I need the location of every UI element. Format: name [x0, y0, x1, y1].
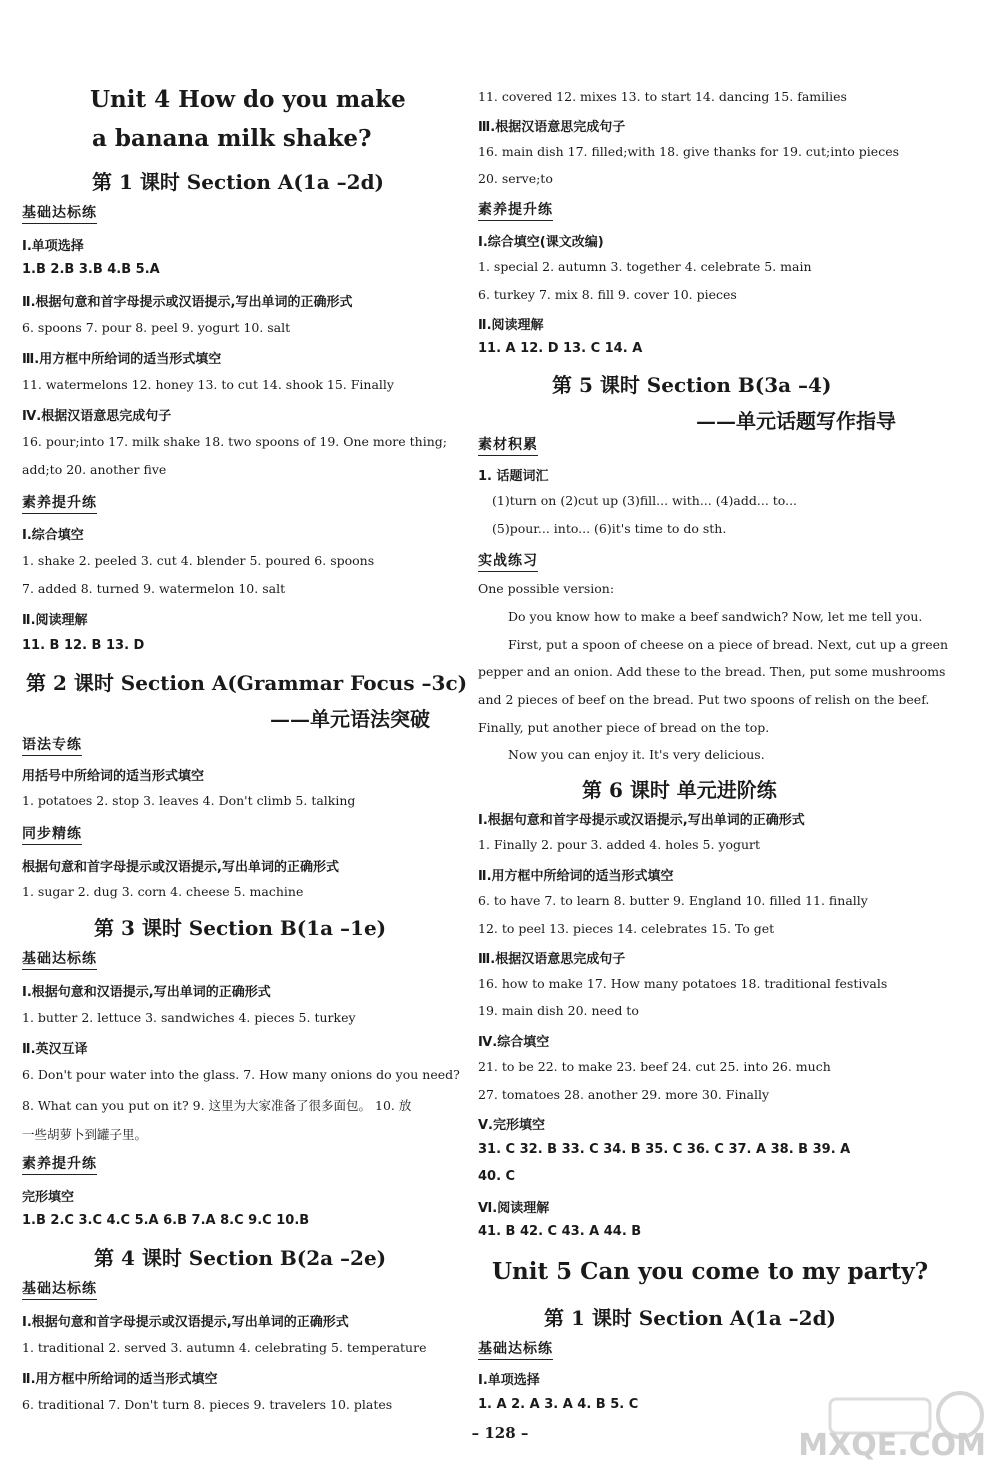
l6-q4-title: Ⅳ.综合填空: [478, 1035, 550, 1050]
l3-q2-answers-2: 8. What can you put on it? 9. 这里为大家准备了很多面包。 10. 放: [22, 1098, 412, 1113]
l5-essay-line-5: Finally, put another piece of bread on the top.: [478, 720, 770, 735]
l5-essay-line-6: Now you can enjoy it. It's very delicious.: [508, 747, 765, 762]
l3-q2-answers-1: 6. Don't pour water into the glass. 7. How many onions do you need?: [22, 1067, 460, 1082]
l5-topic-title: 1. 话题词汇: [478, 469, 549, 484]
l6-q5-title: Ⅴ.完形填空: [478, 1118, 545, 1133]
r-l4-answers-cont: 11. covered 12. mixes 13. to start 14. dancing 15. families: [478, 89, 847, 104]
unit4-title-line1: Unit 4 How do you make: [90, 86, 406, 113]
r-l4-improve-tag: 素养提升练: [478, 199, 553, 221]
r-l4-q3-answers-2: 20. serve;to: [478, 171, 553, 186]
lesson6-title: 第 6 课时 单元进阶练: [582, 778, 777, 802]
l6-q6-title: Ⅵ.阅读理解: [478, 1201, 550, 1216]
l1-q4-title: Ⅳ.根据汉语意思完成句子: [22, 409, 172, 424]
r-l4-q4-title: Ⅰ.综合填空(课文改编): [478, 235, 604, 250]
l3-q2-answers-3: 一些胡萝卜到罐子里。: [22, 1127, 148, 1142]
r-l4-q5-title: Ⅱ.阅读理解: [478, 318, 544, 333]
l5-practice-tag: 实战练习: [478, 550, 538, 572]
l6-q1-answers: 1. Finally 2. pour 3. added 4. holes 5. yogurt: [478, 837, 761, 852]
lesson4-title: 第 4 课时 Section B(2a –2e): [94, 1246, 387, 1270]
l1-q3-title: Ⅲ.用方框中所给词的适当形式填空: [22, 352, 222, 367]
l2-grammar-title: 用括号中所给词的适当形式填空: [22, 769, 205, 784]
u5-lesson1-title: 第 1 课时 Section A(1a –2d): [544, 1306, 837, 1330]
l6-q2-answers-2: 12. to peel 13. pieces 14. celebrates 15. To get: [478, 921, 775, 936]
lesson3-title: 第 3 课时 Section B(1a –1e): [94, 916, 387, 940]
l4-q1-answers: 1. traditional 2. served 3. autumn 4. celebrating 5. temperature: [22, 1340, 427, 1355]
l2-sync-answers: 1. sugar 2. dug 3. corn 4. cheese 5. machine: [22, 884, 304, 899]
u5-basic-tag: 基础达标练: [478, 1338, 553, 1360]
l6-q4-answers-2: 27. tomatoes 28. another 29. more 30. Finally: [478, 1087, 770, 1102]
l6-q2-answers-1: 6. to have 7. to learn 8. butter 9. England 10. filled 11. finally: [478, 893, 868, 908]
l1-q4-answers-1: 16. pour;into 17. milk shake 18. two spoons of 19. One more thing;: [22, 434, 447, 449]
l1-q3-answers: 11. watermelons 12. honey 13. to cut 14. shook 15. Finally: [22, 377, 394, 392]
u5-q1-title: Ⅰ.单项选择: [478, 1373, 540, 1388]
page-number: – 128 –: [471, 1424, 529, 1442]
l6-q5-answers-1: 31. C 32. B 33. C 34. B 35. C 36. C 37. A 38. B 39. A: [478, 1142, 851, 1157]
l6-q3-title: Ⅲ.根据汉语意思完成句子: [478, 952, 626, 967]
l1-q5-answers-1: 1. shake 2. peeled 3. cut 4. blender 5. poured 6. spoons: [22, 553, 375, 568]
l1-q6-answers: 11. B 12. B 13. D: [22, 638, 145, 653]
l5-essay-line-4: and 2 pieces of beef on the bread. Put two spoons of relish on the beef.: [478, 692, 930, 707]
l5-topic-answers-1: (1)turn on (2)cut up (3)fill... with... (4)add... to...: [492, 493, 798, 508]
l1-q5-title: Ⅰ.综合填空: [22, 528, 84, 543]
l3-basic-tag: 基础达标练: [22, 948, 97, 970]
l6-q4-answers-1: 21. to be 22. to make 23. beef 24. cut 25. into 26. much: [478, 1059, 831, 1074]
l4-q2-title: Ⅱ.用方框中所给词的适当形式填空: [22, 1372, 218, 1387]
l5-version-label: One possible version:: [478, 581, 615, 596]
unit4-title-line2: a banana milk shake?: [92, 125, 372, 152]
l4-q1-title: Ⅰ.根据句意和首字母提示或汉语提示,写出单词的正确形式: [22, 1315, 349, 1330]
l3-improve-tag: 素养提升练: [22, 1153, 97, 1175]
lesson1-title: 第 1 课时 Section A(1a –2d): [92, 170, 385, 194]
l3-q2-title: Ⅱ.英汉互译: [22, 1042, 88, 1057]
u5-q1-answers: 1. A 2. A 3. A 4. B 5. C: [478, 1397, 639, 1412]
l6-q3-answers-2: 19. main dish 20. need to: [478, 1003, 639, 1018]
l3-q3-title: 完形填空: [22, 1190, 75, 1205]
l3-q1-answers: 1. butter 2. lettuce 3. sandwiches 4. pieces 5. turkey: [22, 1010, 356, 1025]
l1-q1-answers: 1.B 2.B 3.B 4.B 5.A: [22, 262, 160, 277]
l6-q5-answers-2: 40. C: [478, 1169, 516, 1184]
r-l4-q3-answers-1: 16. main dish 17. filled;with 18. give thanks for 19. cut;into pieces: [478, 144, 900, 159]
l6-q2-title: Ⅱ.用方框中所给词的适当形式填空: [478, 869, 674, 884]
l6-q1-title: Ⅰ.根据句意和首字母提示或汉语提示,写出单词的正确形式: [478, 813, 805, 828]
l1-q4-answers-2: add;to 20. another five: [22, 462, 167, 477]
l2-grammar-tag: 语法专练: [22, 734, 82, 756]
l1-q5-answers-2: 7. added 8. turned 9. watermelon 10. salt: [22, 581, 286, 596]
l4-basic-tag: 基础达标练: [22, 1278, 97, 1300]
lesson2-title: 第 2 课时 Section A(Grammar Focus –3c): [26, 671, 468, 695]
l2-grammar-answers: 1. potatoes 2. stop 3. leaves 4. Don't climb 5. talking: [22, 793, 356, 808]
l1-q1-title: Ⅰ.单项选择: [22, 239, 84, 254]
l1-basic-tag: 基础达标练: [22, 202, 97, 224]
lesson5-title: 第 5 课时 Section B(3a –4): [552, 373, 832, 397]
l5-essay-line-2: First, put a spoon of cheese on a piece of bread. Next, cut up a green: [508, 637, 949, 652]
l2-sync-title: 根据句意和首字母提示或汉语提示,写出单词的正确形式: [22, 860, 339, 875]
l3-q1-title: Ⅰ.根据句意和汉语提示,写出单词的正确形式: [22, 985, 271, 1000]
l5-material-tag: 素材积累: [478, 434, 538, 456]
l2-sync-tag: 同步精练: [22, 823, 82, 845]
r-l4-q5-answers: 11. A 12. D 13. C 14. A: [478, 341, 643, 356]
r-l4-q3-title: Ⅲ.根据汉语意思完成句子: [478, 120, 626, 135]
r-l4-q4-answers-1: 1. special 2. autumn 3. together 4. celebrate 5. main: [478, 259, 812, 274]
r-l4-q4-answers-2: 6. turkey 7. mix 8. fill 9. cover 10. pieces: [478, 287, 737, 302]
l5-topic-answers-2: (5)pour... into... (6)it's time to do sth.: [492, 521, 727, 536]
lesson2-subtitle: ——单元语法突破: [270, 707, 430, 731]
l1-q2-title: Ⅱ.根据句意和首字母提示或汉语提示,写出单词的正确形式: [22, 295, 353, 310]
l5-essay-line-1: Do you know how to make a beef sandwich? Now, let me tell you.: [508, 609, 923, 624]
unit5-title: Unit 5 Can you come to my party?: [492, 1258, 929, 1285]
l1-q6-title: Ⅱ.阅读理解: [22, 613, 88, 628]
watermark-text: MXQE.COM: [798, 1428, 986, 1463]
l3-q3-answers: 1.B 2.C 3.C 4.C 5.A 6.B 7.A 8.C 9.C 10.B: [22, 1213, 310, 1228]
l6-q6-answers: 41. B 42. C 43. A 44. B: [478, 1224, 642, 1239]
l4-q2-answers: 6. traditional 7. Don't turn 8. pieces 9. travelers 10. plates: [22, 1397, 393, 1412]
lesson5-subtitle: ——单元话题写作指导: [696, 409, 896, 433]
l1-improve-tag: 素养提升练: [22, 492, 97, 514]
l1-q2-answers: 6. spoons 7. pour 8. peel 9. yogurt 10. salt: [22, 320, 291, 335]
l6-q3-answers-1: 16. how to make 17. How many potatoes 18. traditional festivals: [478, 976, 888, 991]
l5-essay-line-3: pepper and an onion. Add these to the bread. Then, put some mushrooms: [478, 664, 946, 679]
